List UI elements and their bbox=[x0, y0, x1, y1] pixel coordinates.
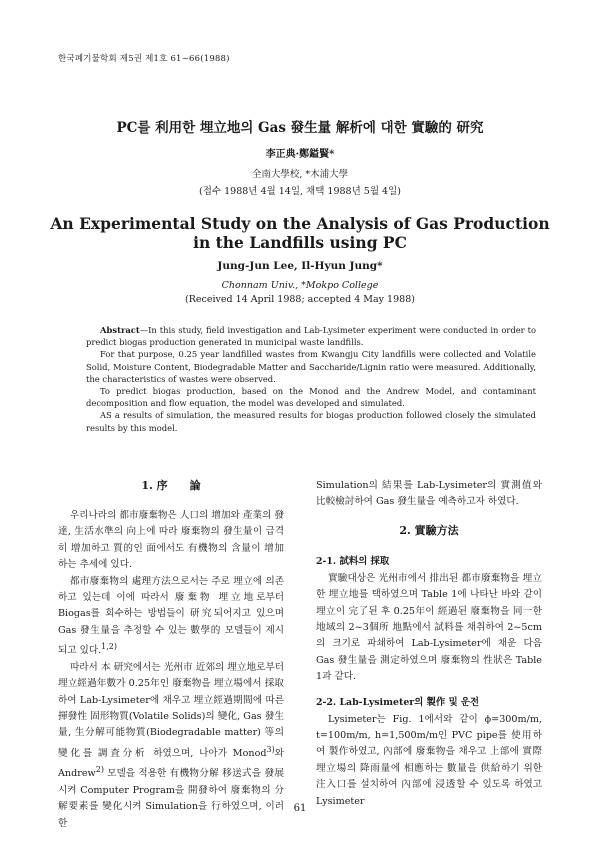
english-affiliation: Chonnam Univ., *Mokpo College bbox=[221, 280, 379, 291]
abstract-paragraph-1 bbox=[86, 324, 536, 348]
reference-marker: 2) bbox=[95, 765, 104, 775]
lysimeter-paragraph: Lysimeter는 Fig. 1에서와 같이 ϕ=300m/m, t=100m/m, h=1,500m/m인 PVC pipe를 使用하여 製作하였고, 內部에 廢棄物을 채우고 上部에 實際 埋立場의 降雨量에 相應하는 數量을 供給하기 위한 注入口를 설치하여 內部에 浸透할 수 있도록 하였고 Lysimeter bbox=[316, 713, 542, 807]
intro-paragraph-2 bbox=[58, 574, 284, 660]
abstract-text-1: —In this study, field investigation and Lab-Lysimeter experiment were conducted in order to predict biogas production generated in municipal waste landfills. bbox=[86, 325, 536, 348]
reference-marker: 1,2) bbox=[101, 642, 118, 652]
abstract-paragraph-4: AS a results of simulation, the measured results for biogas production followed closely the simulated results by this model. bbox=[86, 410, 536, 433]
right-column bbox=[316, 478, 542, 810]
korean-title: PC를 利用한 埋立地의 Gas 發生量 解析에 대한 實驗的 研究 bbox=[116, 120, 484, 136]
intro-text-2: 都市廢棄物의 處理方法으로서는 주로 埋立에 의존하고 있는데 이에 따라서 廢棄物 埋立地로부터 Biogas를 회수하는 방법들이 研究되어지고 있으며 Gas 發生量을 추정할 수 있는 數學的 모델들이 제시되고 있다. bbox=[58, 575, 284, 657]
korean-authors: 李正典·鄭鎰賢* bbox=[265, 149, 335, 160]
sampling-paragraph: 實驗대상은 光州市에서 排出된 都市廢棄物을 埋立한 埋立地를 택하였으며 Table 1에 나타난 바와 같이 埋立이 完了된 후 0.25年이 經過된 廢棄物을 同一한 地域의 2~3個所 地點에서 試料를 채취하여 2~5cm의 크기로 파쇄하여 Lab-Lysimeter에 채운 다음 Gas 發生量을 測定하였으며 廢棄物의 性狀은 Table 1과 같다. bbox=[316, 572, 542, 683]
abstract-paragraph-3: To predict biogas production, based on the Monod and the Andrew Model, and contaminant decomposition and flow equation, the model was developed and simulated. bbox=[86, 386, 536, 409]
abstract-label: Abstract bbox=[100, 325, 140, 335]
subsection-lysimeter-title: 2-2. Lab-Lysimeter의 製作 및 운전 bbox=[316, 696, 480, 708]
intro-text-3c: 모델을 적용한 有機物分解 移送式을 發展시켜 Computer Program을 開發하여 廢棄物의 分解要素를 變化시켜 Simulation을 行하였으며, 이러한 bbox=[58, 768, 284, 829]
intro-text-3b: 와 Andrew bbox=[58, 748, 284, 780]
abstract bbox=[86, 324, 536, 434]
reference-marker: 3) bbox=[266, 744, 275, 754]
english-received-date: (Received 14 April 1988; accepted 4 May 1988) bbox=[185, 294, 415, 305]
intro-continuation: Simulation의 結果를 Lab-Lysimeter의 實測值와 比較檢討하여 Gas 發生量을 예측하고자 하였다. bbox=[316, 480, 542, 508]
page-number: 61 bbox=[293, 803, 307, 814]
subsection-sampling-title: 2-1. 試料의 採取 bbox=[316, 555, 390, 567]
abstract-paragraph-2: For that purpose, 0.25 year landfilled wastes from Kwangju City landfills were collected and Volatile Solid, Moisture Content, Biodegradable Matter and Saccharide/Lignin ratio were measured. Additionally, the characteristics of wastes were observed. bbox=[86, 349, 536, 384]
left-column bbox=[58, 478, 284, 832]
intro-paragraph-1: 우리나라의 都市廢棄物은 人口의 增加와 產業의 發達, 生活水準의 向上에 따라 廢棄物의 發生量이 급격히 增加하고 質的인 面에서도 有機物의 含量이 增加하는 추세에 있다. bbox=[58, 510, 284, 571]
journal-header: 한국폐기물학회 제5권 제1호 61~66(1988) bbox=[58, 54, 230, 64]
korean-affiliation: 全南大學校, *木浦大學 bbox=[251, 169, 349, 180]
section-intro-title: 1. 序 論 bbox=[141, 479, 201, 492]
english-title: An Experimental Study on the Analysis of Gas Production in the Landfills using PC bbox=[50, 214, 550, 252]
section-methods-title: 2. 實驗方法 bbox=[399, 523, 459, 537]
korean-received-date: (접수 1988년 4월 14일, 채택 1988년 5월 4일) bbox=[199, 186, 401, 197]
english-authors: Jung-Jun Lee, Il-Hyun Jung* bbox=[217, 260, 383, 272]
intro-text-3a: 따라서 本 研究에서는 光州市 近郊의 埋立地로부터 埋立經過年數가 0.25年인 廢棄物을 埋立場에서 採取하여 Lab-Lysimeter에 채우고 埋立經過期間에 따른 揮發性 固形物質(Volatile Solids)의 變化, Gas 發生量, 生分解可能物質(Biodegradable matter) 等의 變化를 調査分析 하였으며, 나아가 Monod bbox=[58, 661, 284, 760]
